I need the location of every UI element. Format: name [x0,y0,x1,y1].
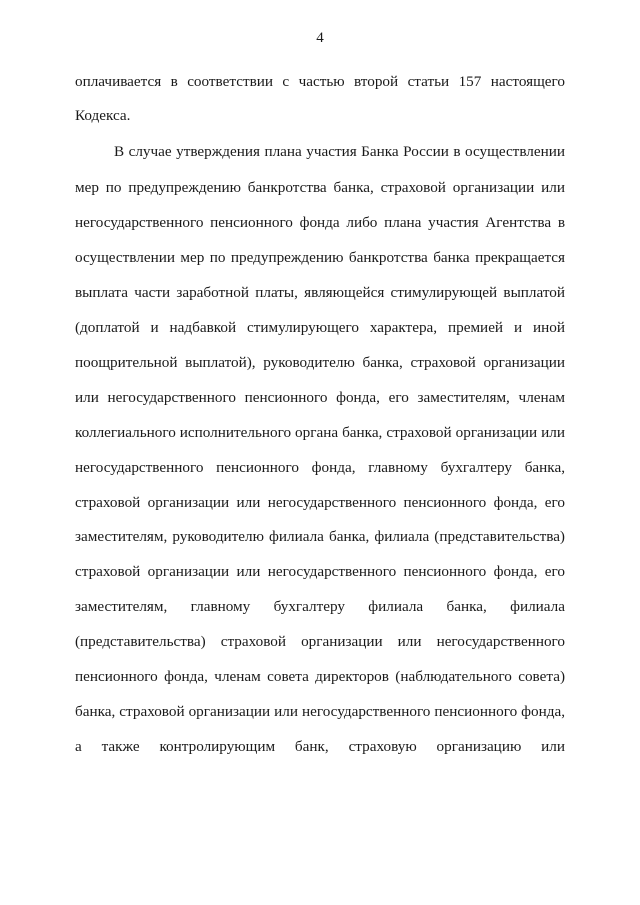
text-line: страховой организации или негосударственного пенсионного фонда, его [75,494,565,511]
text-line: страховой организации или негосударственного пенсионного фонда, его [75,563,565,580]
text-line: негосударственного пенсионного фонда либо плана участия Агентства в [75,214,565,231]
text-line: заместителям, главному бухгалтеру филиала банка, филиала [75,598,565,615]
text-line: заместителям, руководителю филиала банка, филиала (представительства) [75,528,565,545]
text-line: банка, страховой организации или негосударственного пенсионного фонда, [75,703,565,720]
text-line: а также контролирующим банк, страховую организацию или [75,738,565,755]
text-line: поощрительной выплатой), руководителю банка, страховой организации [75,354,565,371]
text-line: пенсионного фонда, членам совета директоров (наблюдательного совета) [75,668,565,685]
text-line: мер по предупреждению банкротства банка, страховой организации или [75,179,565,196]
text-line: (представительства) страховой организации или негосударственного [75,633,565,650]
text-line: осуществлении мер по предупреждению банкротства банка прекращается [75,249,565,266]
page-number: 4 [316,30,324,46]
paragraph-first-line: В случае утверждения плана участия Банка России в осуществлении [114,143,565,160]
text-line: коллегиального исполнительного органа банка, страховой организации или [75,424,565,441]
text-line: выплата части заработной платы, являющейся стимулирующей выплатой [75,284,565,301]
text-line: или негосударственного пенсионного фонда, его заместителям, членам [75,389,565,406]
text-line: негосударственного пенсионного фонда, главному бухгалтеру банка, [75,459,565,476]
text-line: (доплатой и надбавкой стимулирующего характера, премией и иной [75,319,565,336]
text-line: Кодекса. [75,107,131,124]
text-line: оплачивается в соответствии с частью второй статьи 157 настоящего [75,73,565,90]
